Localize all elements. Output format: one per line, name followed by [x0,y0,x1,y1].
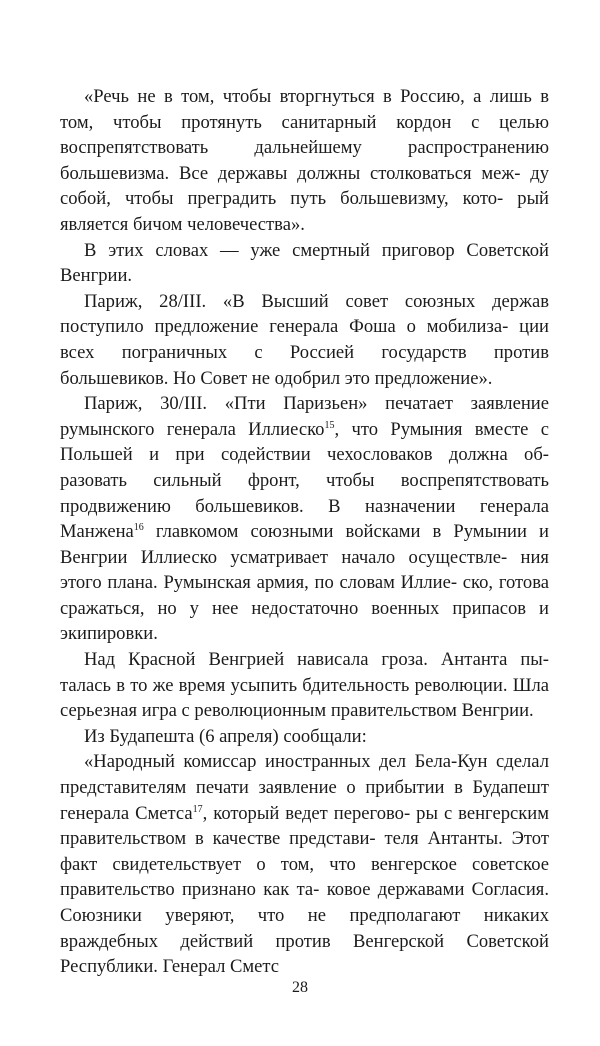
paragraph [60,289,549,391]
text-line: в том, чтобы протянуть санитарный кордон с целью [60,86,549,133]
text-line: Из Будапешта (6 апреля) сообщали: [84,725,367,747]
text-line: В этих словах — уже смертный приговор Советской [84,239,549,261]
text-line: ско, готова сражаться, но у нее недостаточно военных [60,572,549,619]
text-line: ции всех пограничных с Россией государств против [60,316,549,363]
text-line: Будапешт генерала Сметса$^{17}$, который ведет перегово- [60,777,549,824]
text-line: большевиков. Но Совет не одобрил это предложение». [60,367,493,389]
text-line: ковое державами Согласия. Союзники уверяют, что не [60,879,549,926]
text-line: венгерское советское правительство признано как та- [60,853,549,901]
text-line: Венгрии. [461,700,534,722]
text-line: «Народный комиссар иностранных дел Бела-Кун [84,751,488,773]
text-line: ры с венгерским правительством в качестве представи- [60,802,549,850]
text-line: ния этого плана. Румынская армия, по словам Иллие- [60,546,549,594]
text-line: Шла серьезная игра с революционным правительством [60,674,549,722]
text-line: продвижению большевиков. В назначении генерала [60,495,549,517]
page-body [60,84,549,980]
text-line: с Польшей и при содействии чехословаков должна об- [60,418,549,466]
text-line: Венгрии. [60,265,133,287]
text-line: рый является бичом человечества». [60,188,550,235]
text-line: Над Красной Венгрией нависала гроза. Антанта пы- [84,649,549,671]
paragraph [60,84,549,238]
page-number: 28 [292,979,308,996]
text-line: и Венгрии Иллиеско усматривает начало осуществле- [60,521,549,568]
text-line: румынского генерала Иллиеско$^{15}$, что Румыния вместе [60,418,529,440]
text-line: Венгерской Советской Республики. Генерал Сметс [60,930,550,978]
text-line: разовать сильный фронт, чтобы воспрепятствовать [60,469,549,491]
footnote-marker: 16 [133,522,144,534]
footnote-marker: 15 [324,419,335,431]
text-line: талась в то же время усыпить бдительность революции. [60,674,508,696]
text-line: Манжена$^{16}$ главкомом союзными войсками в Румынии [60,521,527,543]
paragraph [60,724,549,750]
text-line: сделал представителям печати заявление о прибытии в [60,751,549,799]
paragraph [60,238,549,289]
paragraph [60,391,549,647]
paragraph [60,647,549,724]
text-line: теля Антанты. Этот факт свидетельствует о том, что [60,828,549,875]
text-line: поступило предложение генерала Фоша о мобилиза- [60,316,509,338]
text-line: «Речь не в том, чтобы вторгнуться в Россию, а лишь [84,86,532,107]
paragraph [60,749,549,979]
text-line: ду собой, чтобы преградить путь большевизму, кото- [60,162,550,210]
text-line: Париж, 30/III. «Пти Паризьен» печатает заявление [84,393,549,415]
text-line: припасов и экипировки. [60,597,549,645]
text-line: предполагают никаких враждебных действий против [60,905,549,952]
footnote-marker: 17 [192,803,203,815]
text-line: воспрепятствовать дальнейшему распространению [60,137,549,159]
text-line: Париж, 28/III. «В Высший совет союзных держав [84,290,549,312]
text-line: большевизма. Все державы должны столковаться меж- [60,162,521,184]
